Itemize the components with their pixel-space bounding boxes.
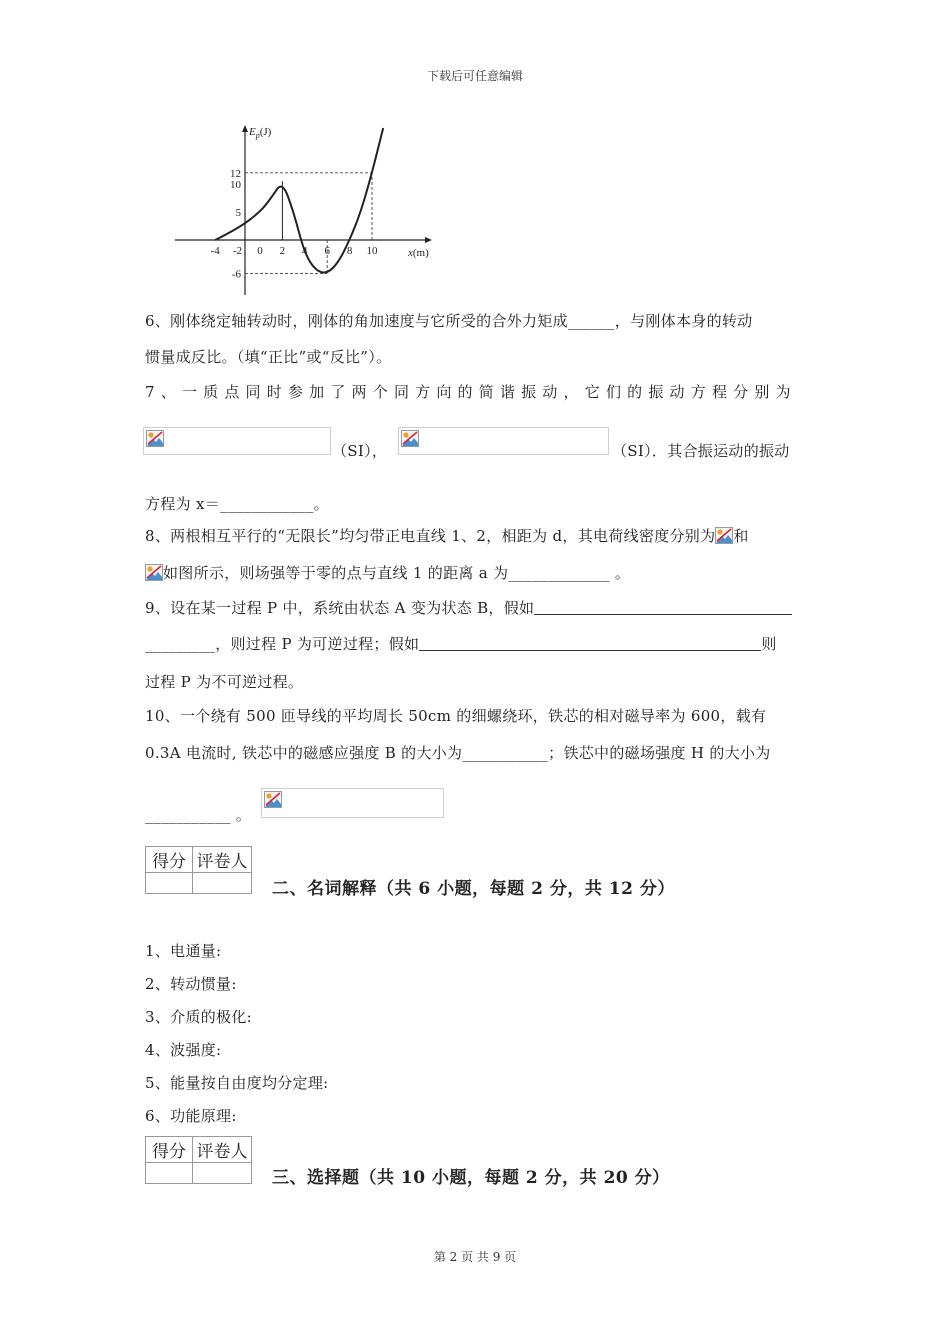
page-header: 下载后可任意编辑 bbox=[426, 69, 523, 83]
question-6-line-1: 6、刚体绕定轴转动时，刚体的角加速度与它所受的合外力矩成______，与刚体本身的转动 bbox=[145, 312, 753, 330]
y-tick-label: 12 bbox=[230, 167, 241, 180]
x-tick-label: 2 bbox=[279, 245, 286, 257]
broken-image-icon bbox=[264, 791, 282, 808]
x-axis-arrow bbox=[425, 237, 432, 243]
broken-image-icon bbox=[401, 430, 419, 447]
section-3-title: 三、选择题（共 10 小题，每题 2 分，共 20 分） bbox=[272, 1168, 670, 1188]
question-8-line-1: 8、两根相互平行的“无限长”均匀带正电直线 1、2，相距为 d，其电荷线密度分别为 和 bbox=[145, 527, 749, 545]
score-table: 得分 评卷人 bbox=[145, 846, 252, 894]
x-axis-label: x(m) bbox=[408, 247, 429, 259]
page-footer: 第 2 页 共 9 页 bbox=[433, 1250, 517, 1264]
y-axis-label: $E_p(J)$ bbox=[249, 126, 272, 140]
term-item: 1、电通量: bbox=[145, 942, 222, 960]
broken-image-icon bbox=[146, 430, 164, 447]
x-tick-label: 10 bbox=[366, 245, 378, 257]
term-item: 6、功能原理: bbox=[145, 1107, 237, 1125]
question-7-line-3: 方程为 x＝____________。 bbox=[145, 495, 329, 513]
y-axis-arrow bbox=[242, 125, 248, 132]
equation-image-3 bbox=[261, 788, 444, 818]
x-tick-label: 0 bbox=[257, 245, 263, 257]
equation-image-1 bbox=[143, 427, 331, 455]
question-10-line-3: ___________ 。 bbox=[145, 806, 252, 824]
answer-blank bbox=[419, 636, 761, 651]
section-2-title: 二、名词解释（共 6 小题，每题 2 分，共 12 分） bbox=[272, 879, 675, 899]
y-tick-label: -6 bbox=[231, 268, 241, 281]
si-label-2: （SI）．其合振运动的振动 bbox=[612, 442, 790, 460]
y-tick-label: 5 bbox=[235, 207, 241, 219]
question-7-line-1: 7、一质点同时参加了两个同方向的简谐振动，它们的振动方程分别为 bbox=[145, 383, 797, 401]
term-item: 2、转动惯量: bbox=[145, 975, 237, 993]
question-6-line-2: 惯量成反比。（填“正比”或“反比”）。 bbox=[145, 348, 392, 366]
lambda1-image-icon bbox=[715, 527, 733, 544]
score-table: 得分 评卷人 bbox=[145, 1136, 252, 1184]
equation-image-2 bbox=[398, 427, 609, 455]
potential-energy-chart bbox=[170, 120, 450, 300]
answer-blank bbox=[534, 600, 792, 615]
y-tick-label: 10 bbox=[230, 179, 241, 191]
x-tick-label: 8 bbox=[346, 245, 353, 257]
lambda2-image-icon bbox=[145, 564, 163, 581]
term-item: 5、能量按自由度均分定理: bbox=[145, 1074, 329, 1092]
term-item: 3、介质的极化: bbox=[145, 1008, 252, 1026]
question-10-line-1: 10、一个绕有 500 匝导线的平均周长 50cm 的细螺绕环，铁芯的相对磁导率为 600，载有 bbox=[145, 707, 767, 725]
question-8-line-2: 如图所示，则场强等于零的点与直线 1 的距离 a 为_____________ 。 bbox=[145, 562, 630, 583]
si-label-1: （SI）， bbox=[332, 442, 388, 460]
question-9-line-1: 9、设在某一过程 P 中，系统由状态 A 变为状态 B，假如 bbox=[145, 597, 792, 618]
x-tick-label: 6 bbox=[324, 245, 330, 257]
question-9-line-2: _________，则过程 P 为可逆过程；假如 则 bbox=[145, 635, 777, 653]
x-tick-label: 4 bbox=[302, 245, 308, 257]
x-tick-label: -2 bbox=[233, 245, 243, 257]
x-tick-label: -4 bbox=[210, 245, 220, 257]
question-10-line-2: 0.3A 电流时, 铁芯中的磁感应强度 B 的大小为___________；铁芯中的磁场强度 H 的大小为 bbox=[145, 744, 771, 762]
term-item: 4、波强度: bbox=[145, 1041, 222, 1059]
question-9-line-3: 过程 P 为不可逆过程。 bbox=[145, 673, 304, 691]
